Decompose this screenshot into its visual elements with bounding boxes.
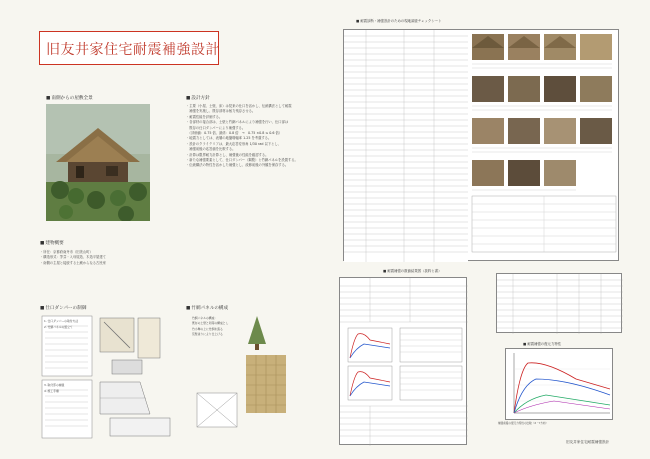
damper-figure-area <box>40 314 180 442</box>
title-box <box>39 31 219 65</box>
damper-notes-2 <box>44 382 90 394</box>
design-policy-text <box>186 104 326 169</box>
bamboo-tree-image <box>246 314 268 352</box>
bamboo-diagram <box>196 392 238 428</box>
summary-table <box>496 273 622 333</box>
bamboo-line: 竹小舞の上に竹網を張る <box>192 326 223 331</box>
section-heading-building-overview: ■ 建物概要 <box>40 240 64 246</box>
damper-notes <box>44 318 90 330</box>
damper-note: 4. 施工手順 <box>44 389 59 393</box>
section-heading-design-policy: ■ 設計方針 <box>186 95 210 101</box>
policy-line: ・設計のクライテリアは、最大応答変形角 1/30 rad 以下とし、 <box>186 141 282 146</box>
policy-line: （評価値：0.75 倍、最終：0.8 倍 → 0.75 ×0.8 ≒ 0.6 倍） <box>186 130 283 135</box>
policy-line: ・地震力としては、表層の地盤増幅率 1.25 を考慮する。 <box>186 136 272 141</box>
section-heading-damper: ■ 仕口ダンパーの制御 <box>40 305 86 311</box>
section-heading-overview-photo: ■ 南側からの屋敷全景 <box>46 95 93 101</box>
policy-line: ・計算は限界耐力計算とし、補強後の性能を確認する。 <box>186 152 269 157</box>
damper-note: 2. 竹網パネルの組立て <box>44 325 73 329</box>
section-heading-restoring-chart: ■ 耐震補強の復元力特性 <box>523 341 561 346</box>
policy-line: ・伝統構法の特性を活かした補強とし、改修前後の外観を保存する。 <box>186 163 289 168</box>
bamboo-line: 既存の土壁と同等の構成とし <box>192 321 229 326</box>
overview-line: ・南側の主屋と接続する土蔵からなる古民家 <box>40 260 106 265</box>
policy-line: ・各部材の接合部は、土壁と竹網パネルにより補強を行い、仕口部は <box>186 120 289 125</box>
poster-title: 旧友井家住宅耐震補強設計 <box>46 42 220 58</box>
damper-note: 3. 取付部の補強 <box>44 383 65 387</box>
policy-line: 既存の仕口ダンパーにより補強する。 <box>186 125 246 130</box>
overview-line: ・構造形式：茅葺・入母屋造、木造平屋建て <box>40 255 106 260</box>
building-overview-text <box>40 250 180 266</box>
overview-line: ・所在：京都府南丹市（旧美山町） <box>40 250 93 254</box>
result-sheet <box>339 277 467 445</box>
policy-line: ・新たな補強要素として、仕口ダンパー（鋼製）と竹網パネルを設置する。 <box>186 157 298 162</box>
policy-line: 補強前後の応答値を比較する。 <box>186 147 236 152</box>
section-heading-checklist: ■ 耐震診断・補強設計のための現地調査チェックシート <box>356 18 442 23</box>
bamboo-text <box>192 316 242 338</box>
bamboo-line: 竹網パネルの構成： <box>192 316 218 320</box>
checklist-sheet <box>343 29 619 261</box>
section-heading-bamboo-panel: ■ 竹網パネルの構成 <box>186 305 228 311</box>
damper-note: 1. 仕口ダンパーの取付方法 <box>44 319 79 323</box>
policy-line: ・主要（小屋、土壁、床）は従来の仕口を活かし、伝統構法として耐震 <box>186 104 292 108</box>
policy-line: 補強を実施し、既存部材は極力残存させる。 <box>186 109 256 114</box>
restoring-force-chart <box>505 348 613 420</box>
bamboo-panel-image <box>246 355 286 413</box>
footer-credit: 旧友井家住宅耐震補強設計 <box>566 440 610 444</box>
policy-line: ・耐震性能を評価する。 <box>186 114 223 119</box>
bamboo-line: 荒壁塗りにより仕上げる <box>192 332 223 337</box>
section-heading-result-sheet: ■ 耐震補強の数値結果図（抜粋と書） <box>383 268 441 273</box>
chart-caption: 補強前後の復元力特性の比較（X・Y方向） <box>498 422 549 425</box>
house-photo <box>46 104 150 221</box>
